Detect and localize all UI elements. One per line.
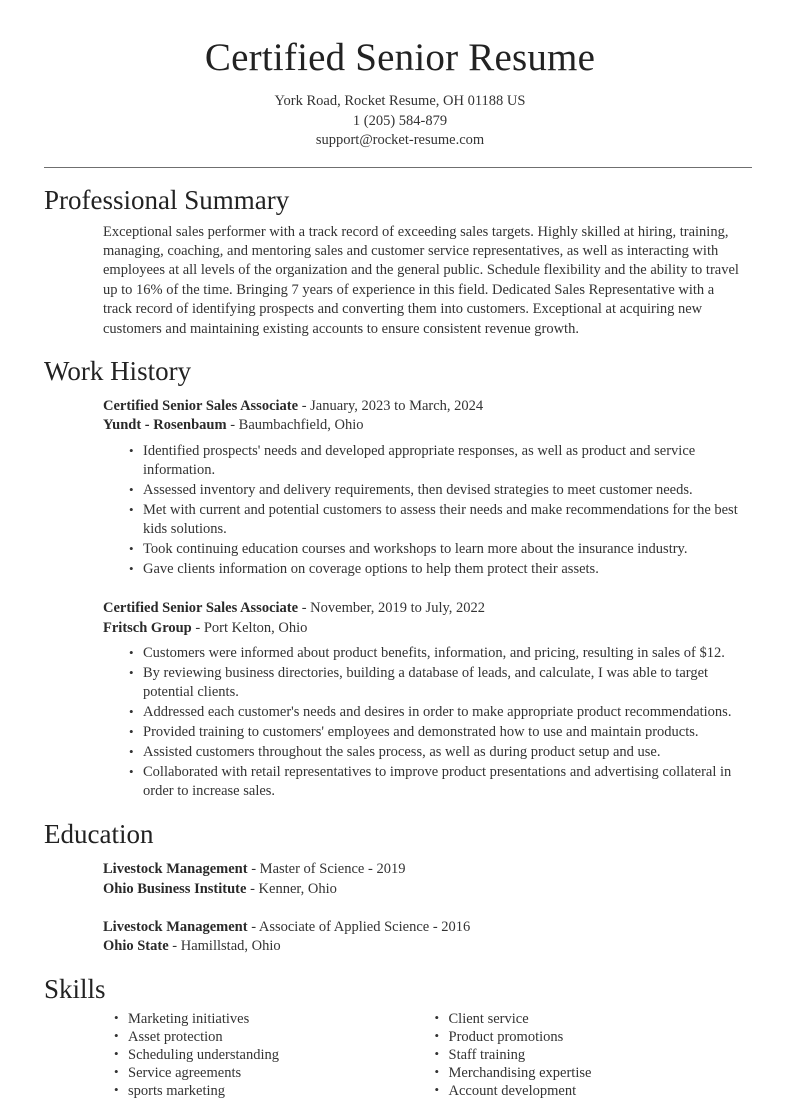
education-location: Hamillstad, Ohio — [180, 938, 281, 955]
separator-dash: - — [298, 397, 311, 414]
work-entry-title-line — [103, 599, 752, 618]
list-item: • Addressed each customer's needs and desires in order to make appropriate product recommendations. — [129, 703, 752, 722]
job-responsibility-list — [103, 442, 752, 580]
entry-spacer — [103, 580, 752, 589]
professional-summary-text: Exceptional sales performer with a track record of exceeding sales targets. Highly skilled at hiring, training, managing, coaching, and mentoring sales and customer service representatives, as well as interacting with employees at all levels of the organization and the general public. Schedule flexibility and the ability to travel up to 16% of the time. Bringing 7 years of experience in this field. Dedicated Sales Representative with a track record of identifying prospects and converting them into customers. Exceptional at acquiring new customers and maintaining existing accounts to ensure consistent revenue growth. — [103, 223, 739, 337]
skills-body — [44, 1005, 752, 1100]
list-item: • Asset protection — [114, 1028, 428, 1046]
education-field: Livestock Management — [103, 918, 248, 935]
work-entry-company-line — [103, 619, 752, 638]
list-item: • By reviewing business directories, building a database of leads, and calculate, I was able to target potential clients. — [129, 664, 752, 703]
professional-summary-body — [44, 216, 752, 339]
contact-block — [0, 92, 800, 151]
section-skills — [0, 957, 800, 1100]
separator-dash: - — [247, 861, 260, 878]
separator-dash: - — [429, 918, 442, 935]
education-school-line — [103, 937, 752, 956]
separator-dash: - — [364, 861, 377, 878]
list-item: • Assisted customers throughout the sales process, as well as during product setup and use. — [129, 743, 752, 762]
list-item: • Customers were informed about product benefits, information, and pricing, resulting in sales of $12. — [129, 644, 752, 663]
list-item: • Took continuing education courses and workshops to learn more about the insurance industry. — [129, 540, 752, 559]
work-entry-title-line — [103, 397, 752, 416]
education-year: 2019 — [376, 861, 406, 878]
work-entry-company-line — [103, 416, 752, 435]
separator-dash: - — [226, 417, 239, 434]
list-item: • Identified prospects' needs and developed appropriate responses, as well as product and service information. — [129, 442, 752, 481]
section-work-history — [0, 339, 800, 802]
job-location: Port Kelton, Ohio — [203, 619, 308, 636]
list-item: • sports marketing — [114, 1082, 428, 1100]
education-school: Ohio Business Institute — [103, 880, 247, 897]
section-heading-professional-summary: Professional Summary — [44, 184, 290, 215]
separator-dash: - — [168, 938, 181, 955]
skills-column-left — [103, 1010, 428, 1100]
education-degree: Associate of Applied Science — [258, 918, 430, 935]
list-item: • Staff training — [435, 1046, 753, 1064]
list-item: • Met with current and potential customers to assess their needs and make recommendations for the best kids solutions. — [129, 501, 752, 540]
list-item: • Scheduling understanding — [114, 1046, 428, 1064]
separator-dash: - — [247, 918, 259, 935]
section-heading-education: Education — [44, 819, 154, 850]
entry-spacer — [103, 899, 752, 908]
separator-dash: - — [191, 619, 204, 636]
job-responsibility-list — [103, 644, 752, 802]
contact-address: York Road, Rocket Resume, OH 01188 US — [274, 93, 526, 109]
list-item: • Product promotions — [435, 1028, 753, 1046]
job-dates: November, 2019 to July, 2022 — [310, 600, 486, 617]
work-history-body — [44, 387, 752, 802]
education-degree-line — [103, 860, 752, 879]
work-entry — [103, 387, 752, 580]
list-item: • Merchandising expertise — [435, 1064, 753, 1082]
education-year: 2016 — [441, 918, 471, 935]
skills-column-right — [428, 1010, 753, 1100]
job-company: Fritsch Group — [103, 619, 192, 636]
page-title: Certified Senior Resume — [204, 36, 596, 79]
list-item: • Service agreements — [114, 1064, 428, 1082]
education-body — [44, 850, 752, 957]
section-heading-work-history: Work History — [44, 355, 192, 386]
contact-email: support@rocket-resume.com — [315, 132, 485, 148]
section-education — [0, 802, 800, 957]
separator-dash: - — [246, 880, 259, 897]
list-item: • Assessed inventory and delivery requirements, then devised strategies to meet customer needs. — [129, 481, 752, 500]
education-school-line — [103, 880, 752, 899]
section-heading-skills: Skills — [44, 973, 106, 1004]
resume-header — [0, 0, 800, 151]
list-item: • Provided training to customers' employees and demonstrated how to use and maintain products. — [129, 723, 752, 742]
list-item: • Collaborated with retail representatives to improve product presentations and advertising collateral in order to increase sales. — [129, 763, 752, 802]
education-degree: Master of Science — [259, 861, 365, 878]
job-dates: January, 2023 to March, 2024 — [310, 397, 484, 414]
job-company: Yundt - Rosenbaum — [103, 417, 227, 434]
job-title: Certified Senior Sales Associate — [103, 600, 299, 617]
education-school: Ohio State — [103, 938, 169, 955]
list-item: • Client service — [435, 1010, 753, 1028]
job-location: Baumbachfield, Ohio — [238, 417, 364, 434]
job-title: Certified Senior Sales Associate — [103, 397, 299, 414]
education-entry — [103, 850, 752, 899]
list-item: • Gave clients information on coverage options to help them protect their assets. — [129, 560, 752, 579]
education-field: Livestock Management — [103, 861, 248, 878]
work-entry — [103, 589, 752, 802]
education-degree-line — [103, 918, 752, 937]
section-professional-summary — [0, 168, 800, 339]
education-entry — [103, 908, 752, 957]
contact-phone: 1 (205) 584-879 — [352, 112, 448, 129]
list-item: • Account development — [435, 1082, 753, 1100]
skills-list-left — [103, 1010, 428, 1100]
education-location: Kenner, Ohio — [258, 880, 337, 897]
skills-columns — [103, 1005, 752, 1100]
separator-dash: - — [298, 600, 311, 617]
list-item: • Marketing initiatives — [114, 1010, 428, 1028]
skills-list-right — [428, 1010, 753, 1100]
